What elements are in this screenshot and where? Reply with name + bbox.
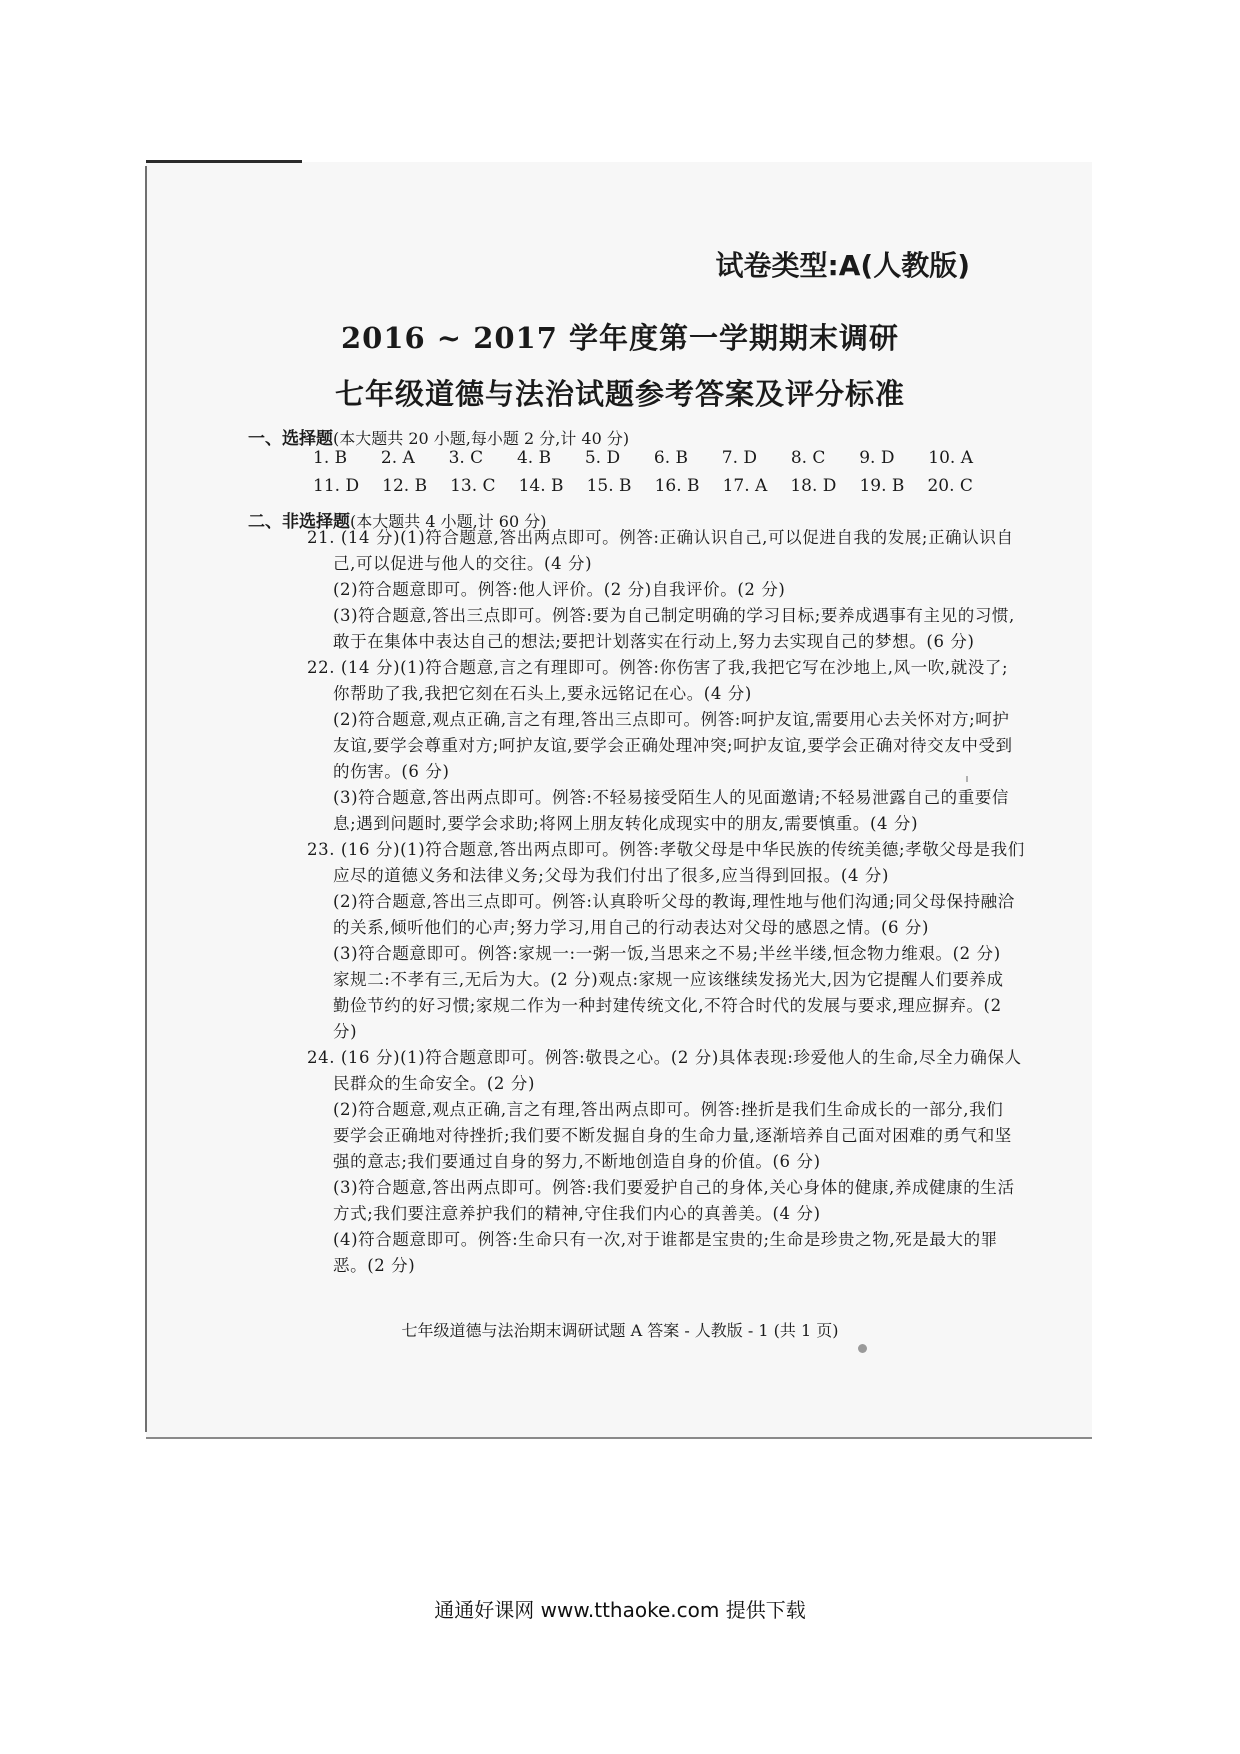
answer-line: 你帮助了我,我把它刻在石头上,要永远铭记在心。(4 分) (333, 684, 752, 703)
answer-item: 20. C (927, 476, 973, 496)
answer-line: 23. (16 分)(1)符合题意,答出两点即可。例答:孝敬父母是中华民族的传统美德;孝敬父母是我们 (307, 840, 1025, 859)
answer-line: 要学会正确地对待挫折;我们要不断发掘自身的生命力量,逐渐培养自己面对困难的勇气和坚 (333, 1126, 1012, 1145)
answer-line: (4)符合题意即可。例答:生命只有一次,对于谁都是宝贵的;生命是珍贵之物,死是最大的罪 (333, 1230, 998, 1249)
answer-line: (2)符合题意,观点正确,言之有理,答出两点即可。例答:挫折是我们生命成长的一部分,我们 (333, 1100, 1004, 1119)
answer-line: (2)符合题意,观点正确,言之有理,答出三点即可。例答:呵护友谊,需要用心去关怀对方;呵护 (333, 710, 1010, 729)
answer-line: 己,可以促进与他人的交往。(4 分) (333, 554, 593, 573)
section-1-desc: (本大题共 20 小题,每小题 2 分,计 40 分) (333, 429, 630, 448)
answer-item: 8. C (790, 448, 826, 468)
answer-line: (2)符合题意,答出三点即可。例答:认真聆听父母的教诲,理性地与他们沟通;同父母保持融洽 (333, 892, 1015, 911)
exam-title: 2016 ~ 2017 学年度第一学期期末调研 (340, 321, 899, 355)
answer-line: 勤俭节约的好习惯;家规二作为一种封建传统文化,不符合时代的发展与要求,理应摒弃。(2 (333, 996, 1002, 1015)
paper-type-label: 试卷类型:A(人教版) (715, 249, 970, 282)
section-1-title: 一、选择题 (248, 429, 333, 449)
answer-key-title: 七年级道德与法治试题参考答案及评分标准 (334, 377, 905, 411)
answers-row-2 (313, 476, 973, 502)
answer-item: 14. B (518, 476, 564, 496)
page-footer: 七年级道德与法治期末调研试题 A 答案 - 人教版 - 1 (共 1 页) (401, 1321, 839, 1340)
section-2-desc: (本大题共 4 小题,计 60 分) (350, 512, 547, 531)
answer-item: 1. B (313, 448, 348, 468)
answer-line: 方式;我们要注意养护我们的精神,守住我们内心的真善美。(4 分) (333, 1204, 821, 1223)
scan-dot (858, 1344, 867, 1353)
answer-item: 10. A (928, 448, 973, 468)
answer-line: 分) (333, 1022, 358, 1041)
answer-line: 的伤害。(6 分) (333, 762, 450, 781)
section-1-heading (248, 424, 629, 449)
answer-item: 2. A (380, 448, 415, 468)
answer-line: 22. (14 分)(1)符合题意,言之有理即可。例答:你伤害了我,我把它写在沙地上,风一吹,就没了; (307, 658, 1009, 677)
answer-item: 4. B (516, 448, 552, 468)
answer-line: (3)符合题意,答出两点即可。例答:我们要爱护自己的身体,关心身体的健康,养成健康的生活 (333, 1178, 1015, 1197)
answer-line: 息;遇到问题时,要学会求助;将网上朋友转化成现实中的朋友,需要慎重。(4 分) (333, 814, 919, 833)
answer-item: 18. D (790, 476, 837, 496)
answer-line: 敢于在集体中表达自己的想法;要把计划落实在行动上,努力去实现自己的梦想。(6 分) (333, 632, 975, 651)
answer-item: 19. B (859, 476, 905, 496)
answer-line: 家规二:不孝有三,无后为大。(2 分)观点:家规一应该继续发扬光大,因为它提醒人们要养成 (333, 970, 1004, 989)
answers-row-1 (313, 448, 973, 474)
answer-item: 17. A (722, 476, 768, 496)
section-2-title: 二、非选择题 (248, 512, 350, 532)
download-credit: 通通好课网 www.tthaoke.com 提供下载 (434, 1598, 806, 1622)
answer-line: 民群众的生命安全。(2 分) (333, 1074, 536, 1093)
answer-line: (3)符合题意即可。例答:家规一:一粥一饭,当思来之不易;半丝半缕,恒念物力维艰。(2 分) (333, 944, 1001, 963)
answer-item: 13. C (450, 476, 496, 496)
scan-bottom-edge (146, 1437, 1092, 1439)
answer-line: (2)符合题意即可。例答:他人评价。(2 分)自我评价。(2 分) (333, 580, 786, 599)
answer-line: (3)符合题意,答出三点即可。例答:要为自己制定明确的学习目标;要养成遇事有主见的习惯, (333, 606, 1015, 625)
answer-item: 3. C (448, 448, 484, 468)
answer-line: 24. (16 分)(1)符合题意即可。例答:敬畏之心。(2 分)具体表现:珍爱他人的生命,尽全力确保人 (307, 1048, 1022, 1067)
answer-item: 5. D (584, 448, 621, 468)
answer-line: 强的意志;我们要通过自身的努力,不断地创造自身的价值。(6 分) (333, 1152, 821, 1171)
answer-line: 21. (14 分)(1)符合题意,答出两点即可。例答:正确认识自己,可以促进自我的发展;正确认识自 (307, 528, 1014, 547)
answer-line: (3)符合题意,答出两点即可。例答:不轻易接受陌生人的见面邀请;不轻易泄露自己的重要信 (333, 788, 1010, 807)
answer-item: 15. B (586, 476, 632, 496)
answer-line: 友谊,要学会尊重对方;呵护友谊,要学会正确处理冲突;呵护友谊,要学会正确对待交友中受到 (333, 736, 1013, 755)
answer-line: 应尽的道德义务和法律义务;父母为我们付出了很多,应当得到回报。(4 分) (333, 866, 890, 885)
answer-item: 9. D (859, 448, 895, 468)
answer-line: 的关系,倾听他们的心声;努力学习,用自己的行动表达对父母的感恩之情。(6 分) (333, 918, 930, 937)
answer-item: 12. B (382, 476, 428, 496)
answer-item: 6. B (653, 448, 689, 468)
answer-item: 11. D (313, 476, 360, 496)
answer-item: 16. B (654, 476, 700, 496)
answer-item: 7. D (721, 448, 758, 468)
scan-speck (966, 776, 968, 782)
scan-top-edge (146, 160, 302, 163)
answer-line: 恶。(2 分) (333, 1256, 416, 1275)
